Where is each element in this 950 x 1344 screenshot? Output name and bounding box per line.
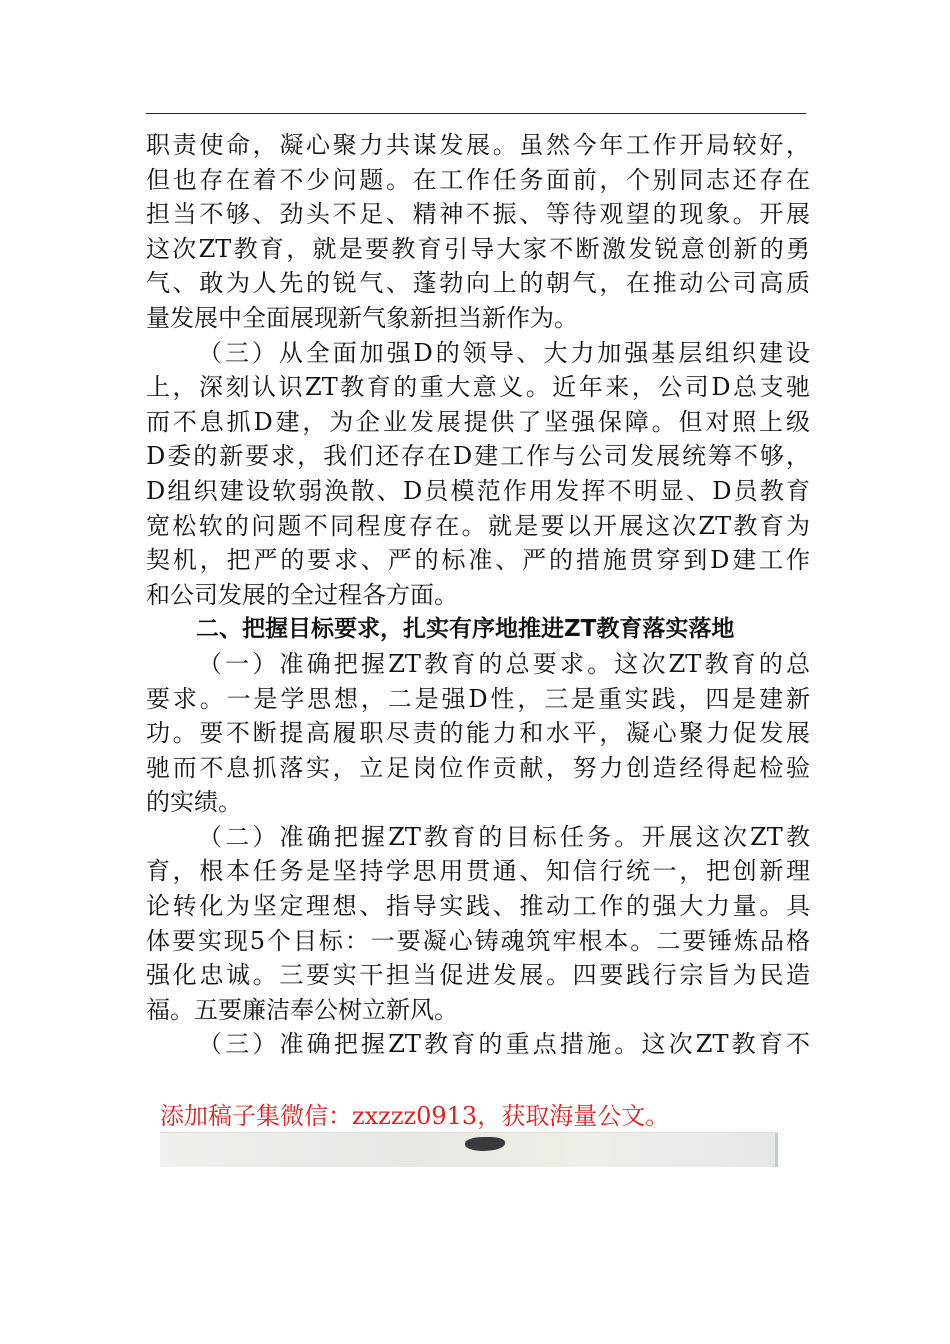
- banner-edge: [775, 1133, 778, 1167]
- text-line: 担当不够、劲头不足、精神不振、等待观望的现象。开展: [146, 200, 810, 229]
- text-line: 而不息抓D建，为企业发展提供了坚强保障。但对照上级: [146, 407, 810, 436]
- text-line: 论转化为坚定理想、指导实践、推动工作的强大力量。具: [146, 892, 810, 921]
- text-line: 体要实现5个目标：一要凝心铸魂筑牢根本。二要锤炼品格: [146, 926, 810, 955]
- footer-banner-image: [160, 1132, 778, 1167]
- text-line: 的实绩。: [146, 788, 242, 817]
- text-line: 驰而不息抓落实，立足岗位作贡献，努力创造经得起检验: [146, 753, 810, 782]
- text-line: 福。五要廉洁奉公树立新风。: [146, 995, 458, 1024]
- text-line: 和公司发展的全过程各方面。: [146, 580, 458, 609]
- text-line: 职责使命，凝心聚力共谋发展。虽然今年工作开局较好，: [146, 131, 810, 159]
- text-line: 要求。一是学思想，二是强D性，三是重实践，四是建新: [146, 684, 810, 713]
- ink-blot-decoration: [465, 1137, 505, 1151]
- text-line: 功。要不断提高履职尽责的能力和水平，凝心聚力促发展: [146, 719, 810, 748]
- text-line: D组织建设软弱涣散、D员模范作用发挥不明显、D员教育: [146, 476, 810, 505]
- text-line: 契机，把严的要求、严的标准、严的措施贯穿到D建工作: [146, 546, 810, 575]
- header-rule: [146, 113, 806, 114]
- text-line: 育，根本任务是坚持学思用贯通、知信行统一，把创新理: [146, 857, 810, 886]
- footer-promo-text: 添加稿子集微信：zxzzz0913，获取海量公文。: [160, 1102, 670, 1130]
- text-line: （一）准确把握ZT教育的总要求。这次ZT教育的总: [198, 649, 810, 678]
- text-line: 上，深刻认识ZT教育的重大意义。近年来，公司D总支驰: [146, 373, 810, 402]
- text-line: 宽松软的问题不同程度存在。就是要以开展这次ZT教育为: [146, 511, 810, 540]
- document-body: [146, 128, 810, 1062]
- text-line: 强化忠诚。三要实干担当促进发展。四要践行宗旨为民造: [146, 961, 810, 990]
- text-line: （三）准确把握ZT教育的重点措施。这次ZT教育不: [198, 1030, 810, 1059]
- text-line: 这次ZT教育，就是要教育引导大家不断激发锐意创新的勇: [146, 234, 810, 263]
- section-heading: 二、把握目标要求，扎实有序地推进ZT教育落实落地: [196, 616, 735, 643]
- text-line: D委的新要求，我们还存在D建工作与公司发展统筹不够，: [146, 442, 810, 471]
- text-line: 气、敢为人先的锐气、蓬勃向上的朝气，在推动公司高质: [146, 269, 810, 298]
- text-line: 但也存在着不少问题。在工作任务面前，个别同志还存在: [146, 165, 810, 194]
- text-line: （三）从全面加强D的领导、大力加强基层组织建设: [198, 338, 810, 367]
- text-line: （二）准确把握ZT教育的目标任务。开展这次ZT教: [198, 822, 810, 851]
- text-line: 量发展中全面展现新气象新担当新作为。: [146, 303, 578, 332]
